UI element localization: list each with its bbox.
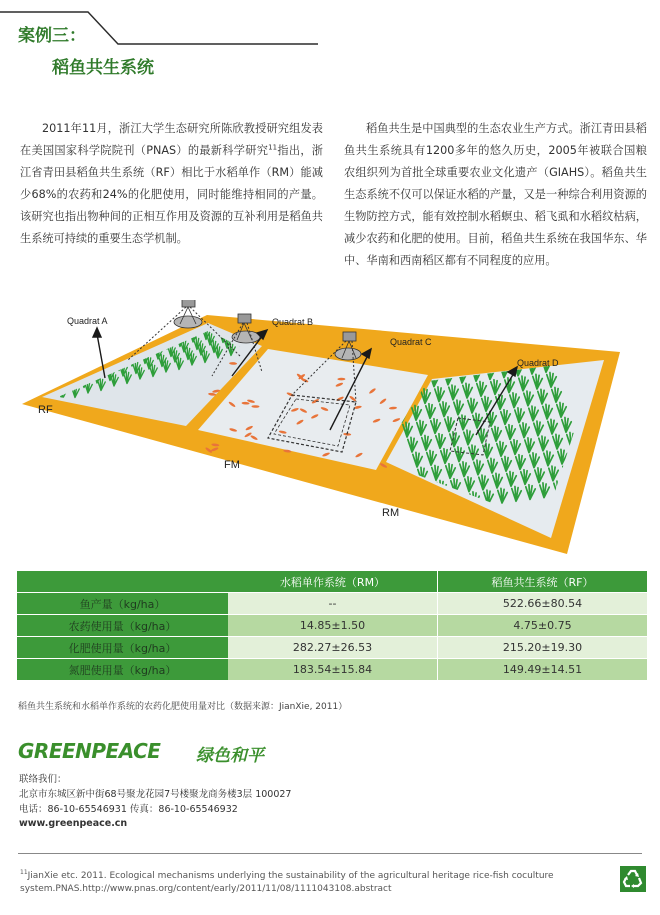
fm-label: FM bbox=[224, 459, 240, 471]
rice-plant bbox=[234, 303, 242, 315]
rice-plant bbox=[104, 338, 112, 350]
rice-plant bbox=[260, 300, 268, 308]
rice-plant bbox=[86, 358, 94, 370]
row-label: 鱼产量（kg/ha） bbox=[17, 593, 228, 615]
row-label: 农药使用量（kg/ha） bbox=[17, 615, 228, 637]
rice-plant bbox=[165, 314, 173, 326]
footnote: $^{11}$JianXie etc. 2011. Ecological mechanisms underlying the sustainability of the agricultural heritage rice-fish coculture system.PNAS.http://www.pnas.org/content/early/2011/11/08/1111043108.abstract bbox=[20, 869, 554, 894]
rice-fish-diagram bbox=[0, 300, 660, 562]
header-rule bbox=[0, 0, 660, 50]
rice-plant bbox=[152, 319, 160, 331]
row-label: 化肥使用量（kg/ha） bbox=[17, 637, 228, 659]
table-header-blank bbox=[17, 571, 228, 593]
body-paragraph-right: 稻鱼共生是中国典型的生态农业生产方式。浙江青田县稻鱼共生系统具有1200多年的悠久历史，2005年被联合国粮农组织列为首批全球重要农业文化遗产（GIAHS）。稻鱼共生生态系统不仅可以保证水稻的产量，又是一种综合利用资源的生物防控方式，能有效控制水稻螟虫、稻飞虱和水稻纹枯病，减少农药和化肥的使用。目前，稻鱼共生系统在我国华东、华中、华南和西南稻区都有不同程度的应用。 bbox=[344, 122, 647, 267]
page-title: 稻鱼共生系统 bbox=[52, 58, 154, 78]
quadrat-c-label: Quadrat C bbox=[390, 337, 432, 347]
row-rm-value: -- bbox=[228, 593, 438, 615]
row-rm-value: 282.27±26.53 bbox=[228, 637, 438, 659]
greenpeace-logo: GREENPEACE bbox=[18, 739, 161, 763]
row-label: 氮肥使用量（kg/ha） bbox=[17, 659, 228, 681]
rice-plant bbox=[117, 336, 125, 348]
rice-plant bbox=[264, 304, 272, 316]
contact-phone: 电话：86-10-65546931 传真：86-10-65546932 bbox=[19, 804, 238, 815]
quadrat-b-label: Quadrat B bbox=[272, 317, 314, 327]
footer-divider bbox=[18, 853, 642, 854]
rice-plant bbox=[247, 301, 255, 313]
quadrat-d-label: Quadrat D bbox=[517, 358, 559, 368]
greenpeace-logo-cn: 绿色和平 bbox=[196, 746, 264, 766]
quadrat-a-label: Quadrat A bbox=[67, 316, 108, 326]
rice-plant bbox=[251, 306, 259, 318]
table-caption: 稻鱼共生系统和水稻单作系统的农药化肥使用量对比（数据来源：JianXie, 2011） bbox=[18, 702, 348, 712]
rf-label: RF bbox=[38, 404, 53, 416]
rice-plant bbox=[143, 329, 151, 341]
table-row bbox=[17, 659, 647, 681]
table-header-row bbox=[17, 571, 647, 593]
rice-plant bbox=[156, 324, 164, 336]
row-rf-value: 215.20±19.30 bbox=[438, 637, 648, 659]
rice-plant bbox=[230, 300, 238, 310]
rice-plant bbox=[130, 331, 138, 343]
rice-plant bbox=[243, 300, 251, 305]
recycle-icon bbox=[620, 866, 646, 892]
table-header-rf: 稻鱼共生系统（RF） bbox=[438, 571, 648, 593]
website-link[interactable]: www.greenpeace.cn bbox=[19, 818, 128, 829]
row-rm-value: 183.54±15.84 bbox=[228, 659, 438, 681]
fish bbox=[337, 378, 345, 381]
camera-a bbox=[174, 300, 202, 328]
row-rf-value: 4.75±0.75 bbox=[438, 615, 648, 637]
table-row bbox=[17, 593, 647, 615]
rice-plant bbox=[121, 341, 129, 353]
body-paragraph-left: 2011年11月，浙江大学生态研究所陈欣教授研究组发表在美国国家科学院院刊（PNAS）的最新科学研究$^{11}$指出，浙江省青田县稻鱼共生系统（RF）相比于水稻单作（RM）能减少68%的农药和24%的化肥使用，同时能维持相同的产量。该研究也指出物种间的正相互作用及资源的互补利用是稻鱼共生系统可持续的重要生态学机制。 bbox=[20, 122, 323, 245]
table-row bbox=[17, 615, 647, 637]
table-header-rm: 水稻单作系统（RM） bbox=[228, 571, 438, 593]
rice-plant bbox=[256, 300, 264, 303]
rice-plant bbox=[204, 305, 212, 317]
row-rf-value: 149.49±14.51 bbox=[438, 659, 648, 681]
rice-plant bbox=[139, 321, 147, 333]
contact-address: 北京市东城区新中街68号聚龙花园7号楼聚龙商务楼3层 100027 bbox=[19, 789, 292, 800]
rm-label: RM bbox=[382, 507, 400, 519]
table-row bbox=[17, 637, 647, 659]
rice-plant bbox=[126, 326, 134, 338]
row-rf-value: 522.66±80.54 bbox=[438, 593, 648, 615]
rice-plant bbox=[108, 346, 116, 358]
rice-plant bbox=[217, 300, 225, 312]
comparison-table bbox=[17, 571, 647, 681]
rice-plant bbox=[113, 328, 121, 340]
rice-plant bbox=[273, 300, 281, 306]
contact-title: 联络我们： bbox=[19, 774, 67, 785]
row-rm-value: 14.85±1.50 bbox=[228, 615, 438, 637]
section-title: 案例三： bbox=[18, 26, 86, 46]
